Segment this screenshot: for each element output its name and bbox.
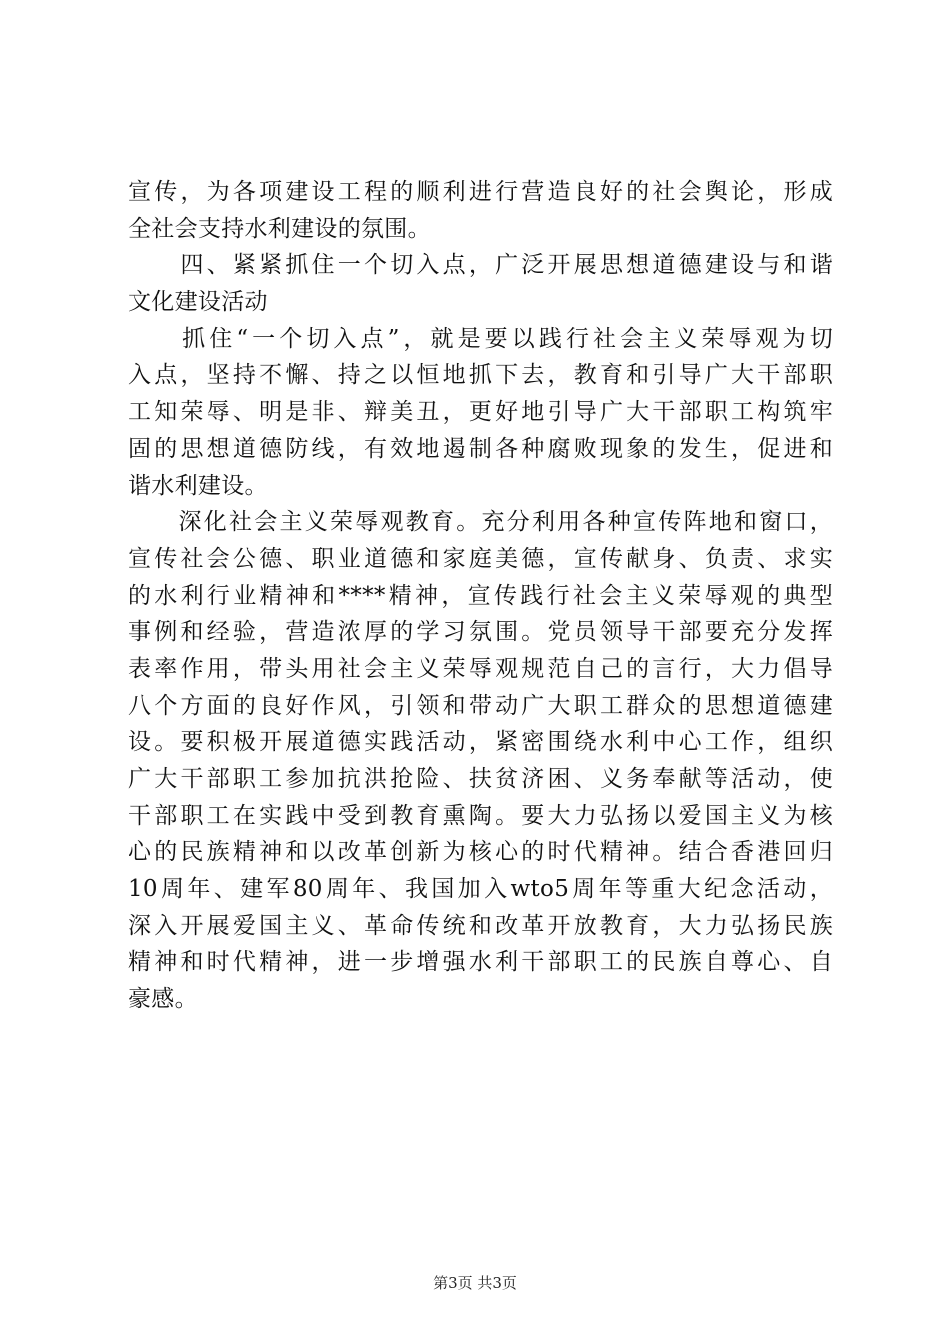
text-line: 深入开展爱国主义、革命传统和改革开放教育，大力弘扬民族: [128, 912, 833, 939]
text-line: 深化社会主义荣辱观教育。充分利用各种宣传阵地和窗口，: [128, 509, 833, 536]
text-line: 精神和时代精神，进一步增强水利干部职工的民族自尊心、自: [128, 949, 833, 976]
text-line: 广大干部职工参加抗洪抢险、扶贫济困、义务奉献等活动，使: [128, 766, 833, 792]
text-line: 工知荣辱、明是非、辩美丑，更好地引导广大干部职工构筑牢: [128, 399, 833, 426]
text-line: 谐水利建设。: [128, 472, 268, 499]
text-line: 宣传社会公德、职业道德和家庭美德，宣传献身、负责、求实: [128, 545, 833, 572]
text-line: 全社会支持水利建设的氛围。: [128, 215, 431, 242]
text-line: 的水利行业精神和****精神，宣传践行社会主义荣辱观的典型: [128, 582, 833, 609]
text-line: 抓住“一个切入点”，就是要以践行社会主义荣辱观为切: [128, 325, 833, 352]
body-text: [128, 174, 833, 1018]
text-line: 入点，坚持不懈、持之以恒地抓下去，教育和引导广大干部职: [128, 362, 833, 389]
text-line: 设。要积极开展道德实践活动，紧密围绕水利中心工作，组织: [128, 729, 833, 756]
text-line: 表率作用，带头用社会主义荣辱观规范自己的言行，大力倡导: [128, 655, 833, 682]
text-line: 干部职工在实践中受到教育熏陶。要大力弘扬以爱国主义为核: [128, 802, 833, 829]
text-line: 八个方面的良好作风，引领和带动广大职工群众的思想道德建: [128, 692, 833, 719]
section-heading-line: 四、紧紧抓住一个切入点，广泛开展思想道德建设与和谐: [128, 252, 833, 279]
text-line: 宣传，为各项建设工程的顺利进行营造良好的社会舆论，形成: [128, 179, 833, 205]
text-line: 豪感。: [128, 986, 198, 1013]
text-line: 事例和经验，营造浓厚的学习氛围。党员领导干部要充分发挥: [128, 619, 833, 646]
page-number-footer: 第3页 共3页: [433, 1274, 517, 1292]
text-line: 心的民族精神和以改革创新为核心的时代精神。结合香港回归: [128, 839, 833, 866]
text-line: 10周年、建军80周年、我国加入wto5周年等重大纪念活动，: [128, 876, 833, 903]
section-heading-line: 文化建设活动: [128, 289, 268, 316]
text-line: 固的思想道德防线，有效地遏制各种腐败现象的发生，促进和: [128, 435, 833, 462]
